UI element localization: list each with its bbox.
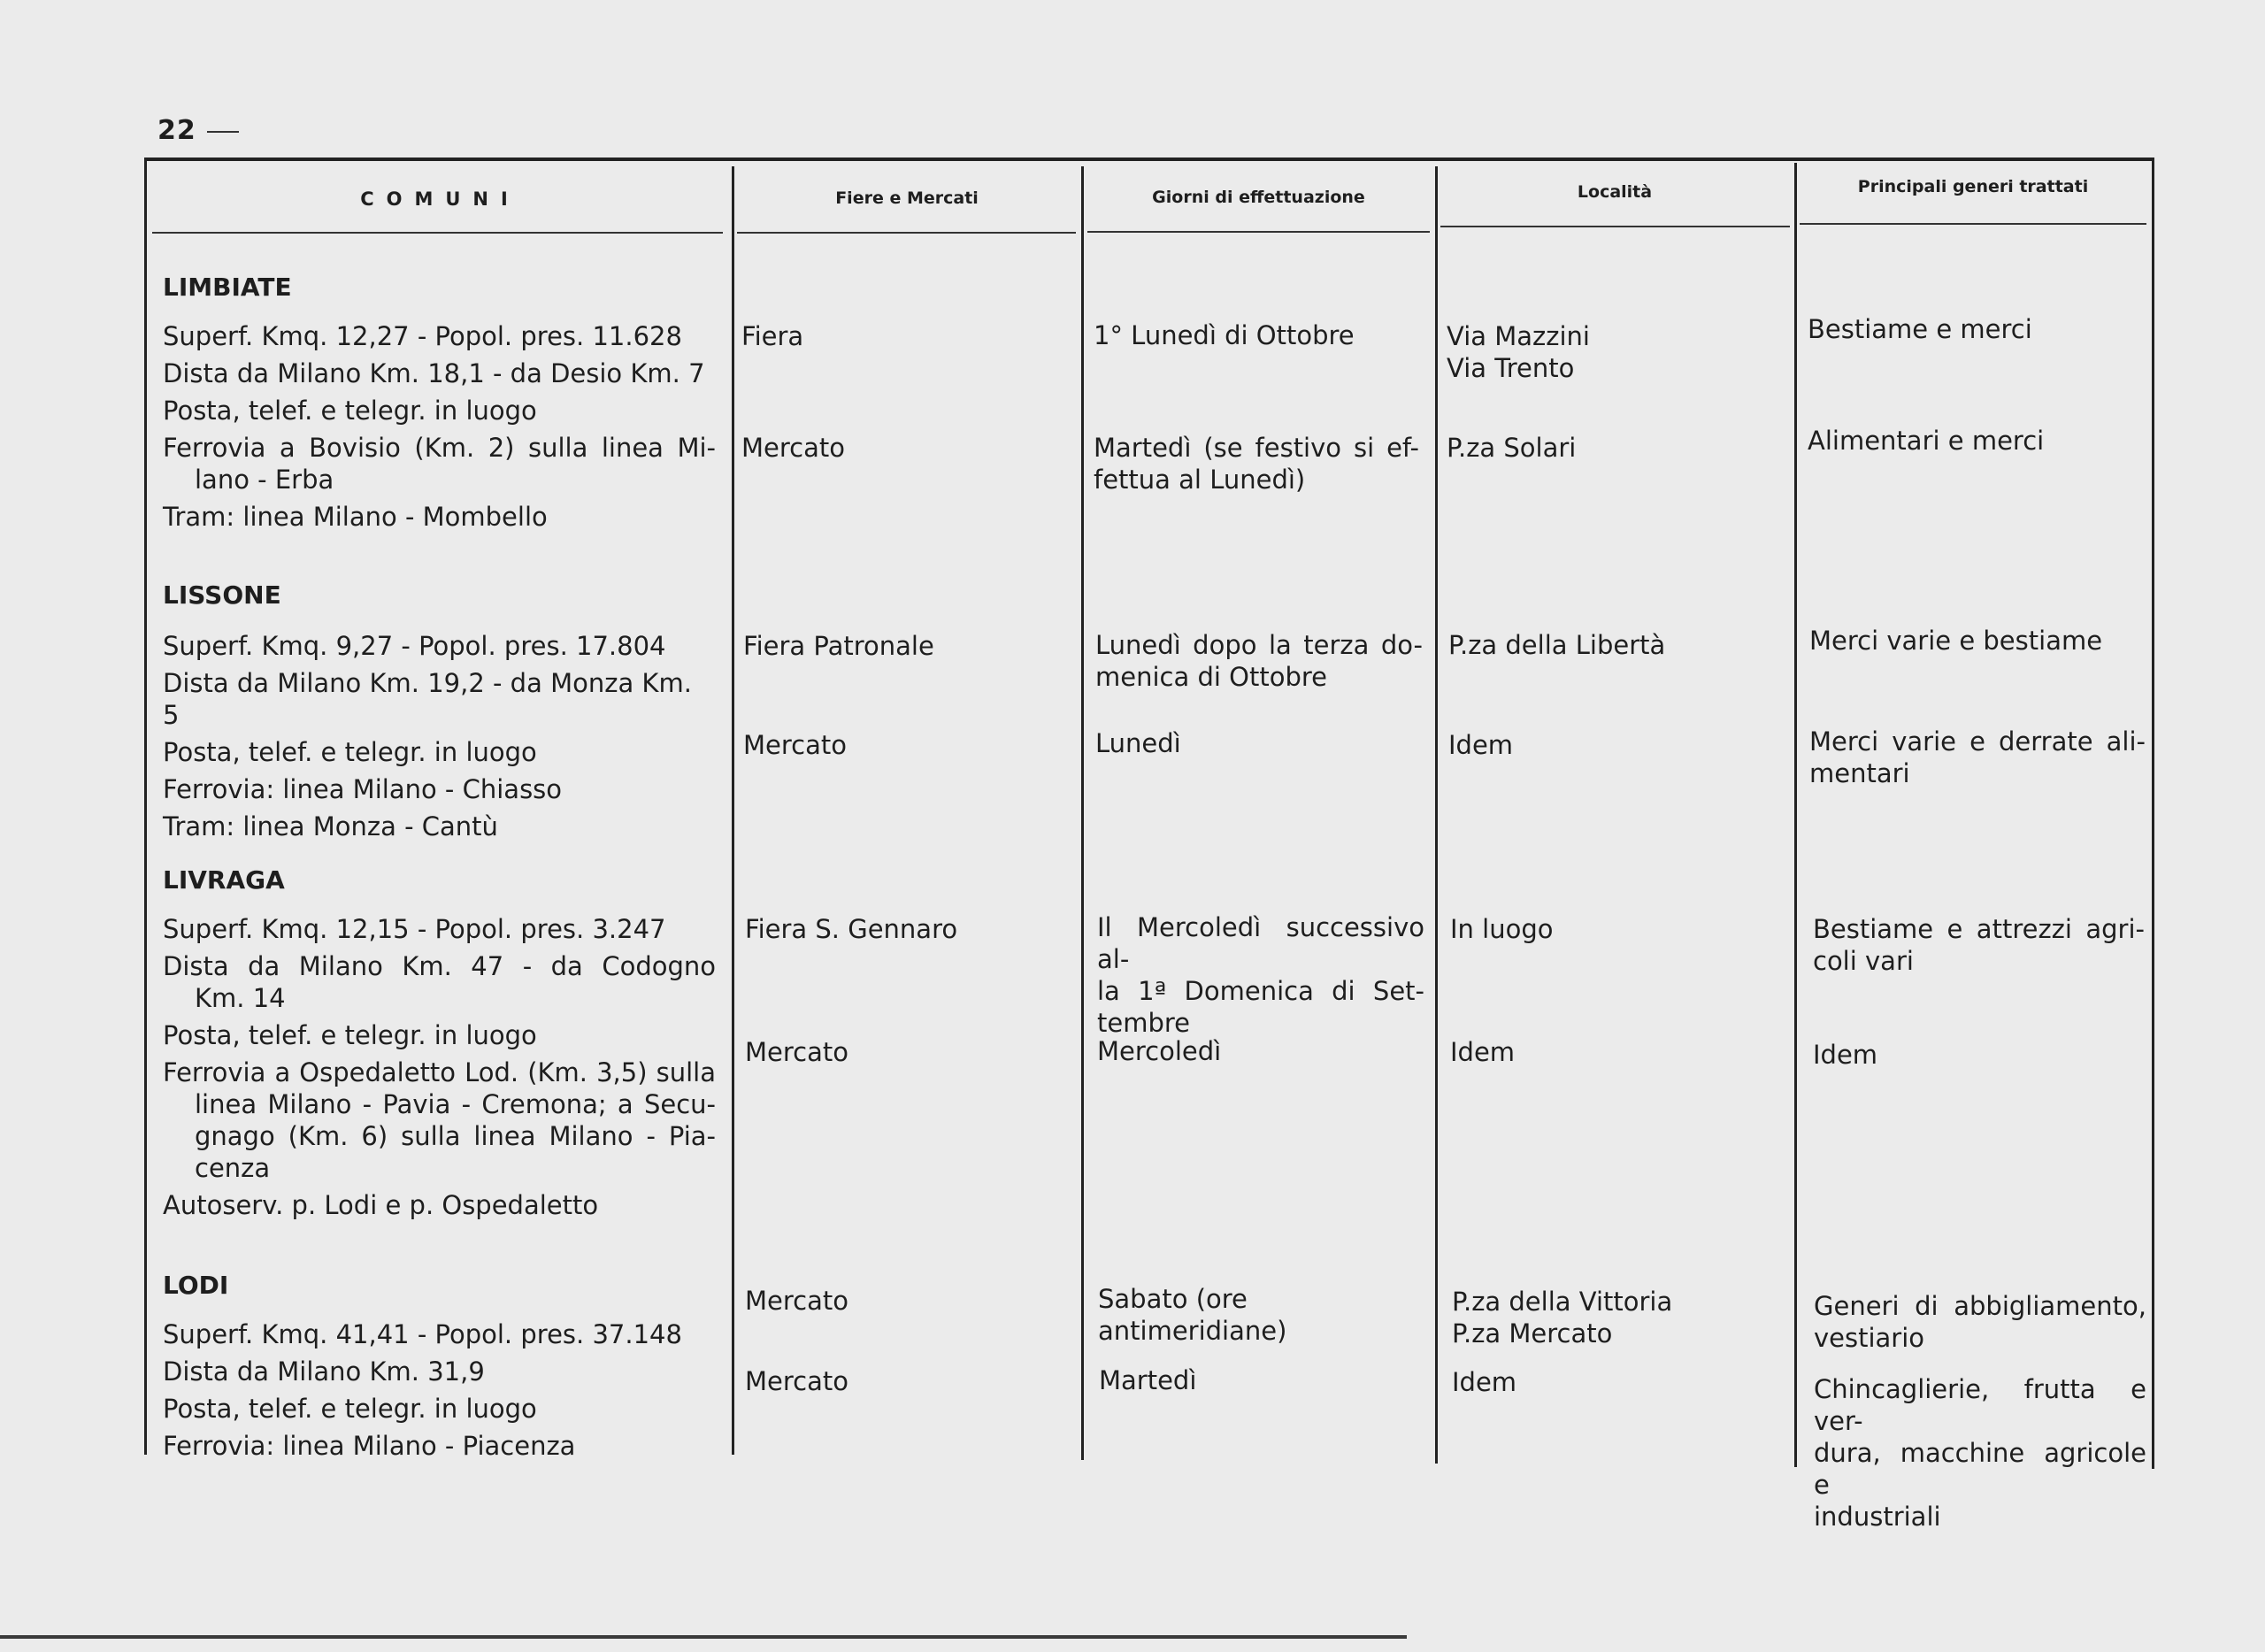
event-days: [1098, 1283, 1434, 1347]
goods-line: Generi di abbigliamento,: [1814, 1291, 2146, 1321]
days-line: Martedì (se festivo si ef-: [1094, 433, 1419, 463]
page-bottom-rule: [0, 1635, 1407, 1639]
header-giorni: Giorni di effettuazione: [1152, 188, 1365, 207]
header-underline-giorni: [1087, 231, 1430, 233]
goods-line: mentari: [1809, 758, 1910, 788]
event-location: [1450, 913, 1786, 945]
days-line: Lunedì: [1095, 728, 1181, 758]
event-type: Fiera S. Gennaro: [745, 914, 958, 944]
days-line: Martedì: [1099, 1365, 1197, 1395]
town-info-livraga: [163, 913, 716, 1221]
event-goods: [1808, 313, 2144, 345]
column-divider-2: [1081, 166, 1084, 1460]
days-line: menica di Ottobre: [1095, 662, 1327, 692]
header-underline-comuni: [152, 232, 723, 234]
event-type: Mercato: [745, 1037, 848, 1067]
town-name-lissone: LISSONE: [163, 580, 281, 610]
event-location: [1450, 1036, 1786, 1068]
info-line: Posta, telef. e telegr. in luogo: [163, 737, 537, 767]
info-line: Posta, telef. e telegr. in luogo: [163, 1020, 537, 1050]
goods-line: Bestiame e merci: [1808, 314, 2032, 344]
header-underline-fiere: [737, 232, 1076, 234]
header-underline-localita: [1440, 226, 1790, 227]
info-line: lano - Erba: [195, 465, 334, 495]
goods-line: industriali: [1814, 1502, 1941, 1532]
info-line: Superf. Kmq. 9,27 - Popol. pres. 17.804: [163, 631, 666, 661]
days-line: Sabato (ore antimeridiane): [1098, 1284, 1287, 1346]
event-days: [1094, 319, 1425, 351]
event-days: [1094, 432, 1419, 496]
info-line: Ferrovia a Ospedaletto Lod. (Km. 3,5) sulla: [163, 1057, 716, 1087]
info-line: linea Milano - Pavia - Cremona; a Secu-: [195, 1089, 716, 1119]
location-line: Via Mazzini: [1447, 321, 1590, 351]
days-line: Lunedì dopo la terza do-: [1095, 630, 1423, 660]
event-days: [1097, 911, 1424, 1039]
location-line: P.za Solari: [1447, 433, 1577, 463]
location-line: Idem: [1452, 1367, 1517, 1397]
days-line: Mercoledì: [1097, 1036, 1222, 1066]
days-line: Il Mercoledì successivo al-: [1097, 912, 1424, 974]
column-divider-right: [2152, 161, 2154, 1469]
event-goods: [1814, 1290, 2146, 1354]
days-line: 1° Lunedì di Ottobre: [1094, 320, 1355, 350]
header-localita: Località: [1577, 182, 1653, 202]
event-goods: [1814, 1373, 2146, 1533]
info-line: Superf. Kmq. 12,15 - Popol. pres. 3.247: [163, 914, 666, 944]
town-name-lodi: LODI: [163, 1271, 229, 1300]
column-divider-1: [732, 166, 734, 1455]
column-divider-left: [144, 161, 147, 1455]
days-line: la 1ª Domenica di Set-: [1097, 976, 1424, 1006]
event-location: [1447, 320, 1783, 384]
event-goods: [1813, 913, 2145, 977]
event-days: [1099, 1364, 1435, 1396]
event-type: Fiera Patronale: [743, 631, 934, 661]
location-line: Idem: [1450, 1037, 1516, 1067]
event-days: [1095, 629, 1423, 693]
event-type: Mercato: [741, 433, 845, 463]
event-goods: [1808, 425, 2144, 457]
info-line: Autoserv. p. Lodi e p. Ospedaletto: [163, 1190, 599, 1220]
info-line: Tram: linea Milano - Mombello: [163, 502, 548, 532]
event-goods: [1809, 625, 2146, 657]
page-number: 22: [157, 115, 239, 146]
info-line: Posta, telef. e telegr. in luogo: [163, 1394, 537, 1424]
town-info-lodi: [163, 1318, 716, 1462]
event-location: [1448, 629, 1785, 661]
header-underline-generi: [1800, 223, 2146, 225]
goods-line: Bestiame e attrezzi agri-: [1813, 914, 2145, 944]
days-line: tembre: [1097, 1008, 1190, 1038]
event-location: [1452, 1366, 1788, 1398]
town-info-limbiate: [163, 320, 716, 533]
goods-line: Idem: [1813, 1040, 1878, 1070]
info-line: Dista da Milano Km. 18,1 - da Desio Km. 7: [163, 358, 705, 388]
location-line: In luogo: [1450, 914, 1554, 944]
info-line: cenza: [195, 1153, 271, 1183]
event-location: [1447, 432, 1783, 464]
location-line: P.za della Libertà: [1448, 630, 1666, 660]
goods-line: Merci varie e derrate ali-: [1809, 726, 2146, 757]
town-name-limbiate: LIMBIATE: [163, 273, 292, 302]
event-days: [1095, 727, 1423, 759]
goods-line: Chincaglierie, frutta e ver-: [1814, 1374, 2146, 1436]
event-days: [1097, 1035, 1424, 1067]
column-divider-4: [1794, 163, 1797, 1467]
info-line: Km. 14: [195, 983, 286, 1013]
location-line: Via Trento: [1447, 353, 1575, 383]
header-fiere: Fiere e Mercati: [835, 188, 979, 208]
location-line: P.za della Vittoria: [1452, 1287, 1673, 1317]
info-line: Dista da Milano Km. 31,9: [163, 1356, 485, 1387]
info-line: Ferrovia: linea Milano - Piacenza: [163, 1431, 576, 1461]
info-line: Ferrovia: linea Milano - Chiasso: [163, 774, 563, 804]
event-type: Fiera: [741, 321, 804, 351]
column-divider-3: [1435, 166, 1438, 1464]
page-number-dash: [207, 131, 239, 133]
event-type: Mercato: [745, 1366, 848, 1396]
info-line: Tram: linea Monza - Cantù: [163, 811, 498, 841]
event-location: [1448, 729, 1785, 761]
header-comuni: COMUNI: [360, 188, 520, 210]
info-line: Superf. Kmq. 41,41 - Popol. pres. 37.148: [163, 1319, 682, 1349]
info-line: Dista da Milano Km. 19,2 - da Monza Km. 5: [163, 668, 692, 730]
location-line: P.za Mercato: [1452, 1318, 1613, 1348]
goods-line: dura, macchine agricole e: [1814, 1438, 2146, 1500]
goods-line: vestiario: [1814, 1323, 1925, 1353]
town-info-lissone: [163, 630, 716, 842]
goods-line: coli vari: [1813, 946, 1914, 976]
info-line: Ferrovia a Bovisio (Km. 2) sulla linea Mi-: [163, 433, 716, 463]
info-line: gnago (Km. 6) sulla linea Milano - Pia-: [195, 1121, 716, 1151]
goods-line: Merci varie e bestiame: [1809, 626, 2103, 656]
info-line: Posta, telef. e telegr. in luogo: [163, 396, 537, 426]
goods-line: Alimentari e merci: [1808, 426, 2045, 456]
location-line: Idem: [1448, 730, 1514, 760]
info-line: Superf. Kmq. 12,27 - Popol. pres. 11.628: [163, 321, 682, 351]
table-top-rule: [144, 158, 2154, 161]
info-line: Dista da Milano Km. 47 - da Codogno: [163, 951, 716, 981]
event-type: Mercato: [743, 730, 847, 760]
event-goods: [1813, 1039, 2145, 1071]
town-name-livraga: LIVRAGA: [163, 865, 285, 895]
event-goods: [1809, 726, 2146, 789]
header-generi: Principali generi trattati: [1857, 177, 2089, 196]
days-line: fettua al Lunedì): [1094, 465, 1306, 495]
event-type: Mercato: [745, 1286, 848, 1316]
event-location: [1452, 1286, 1788, 1349]
